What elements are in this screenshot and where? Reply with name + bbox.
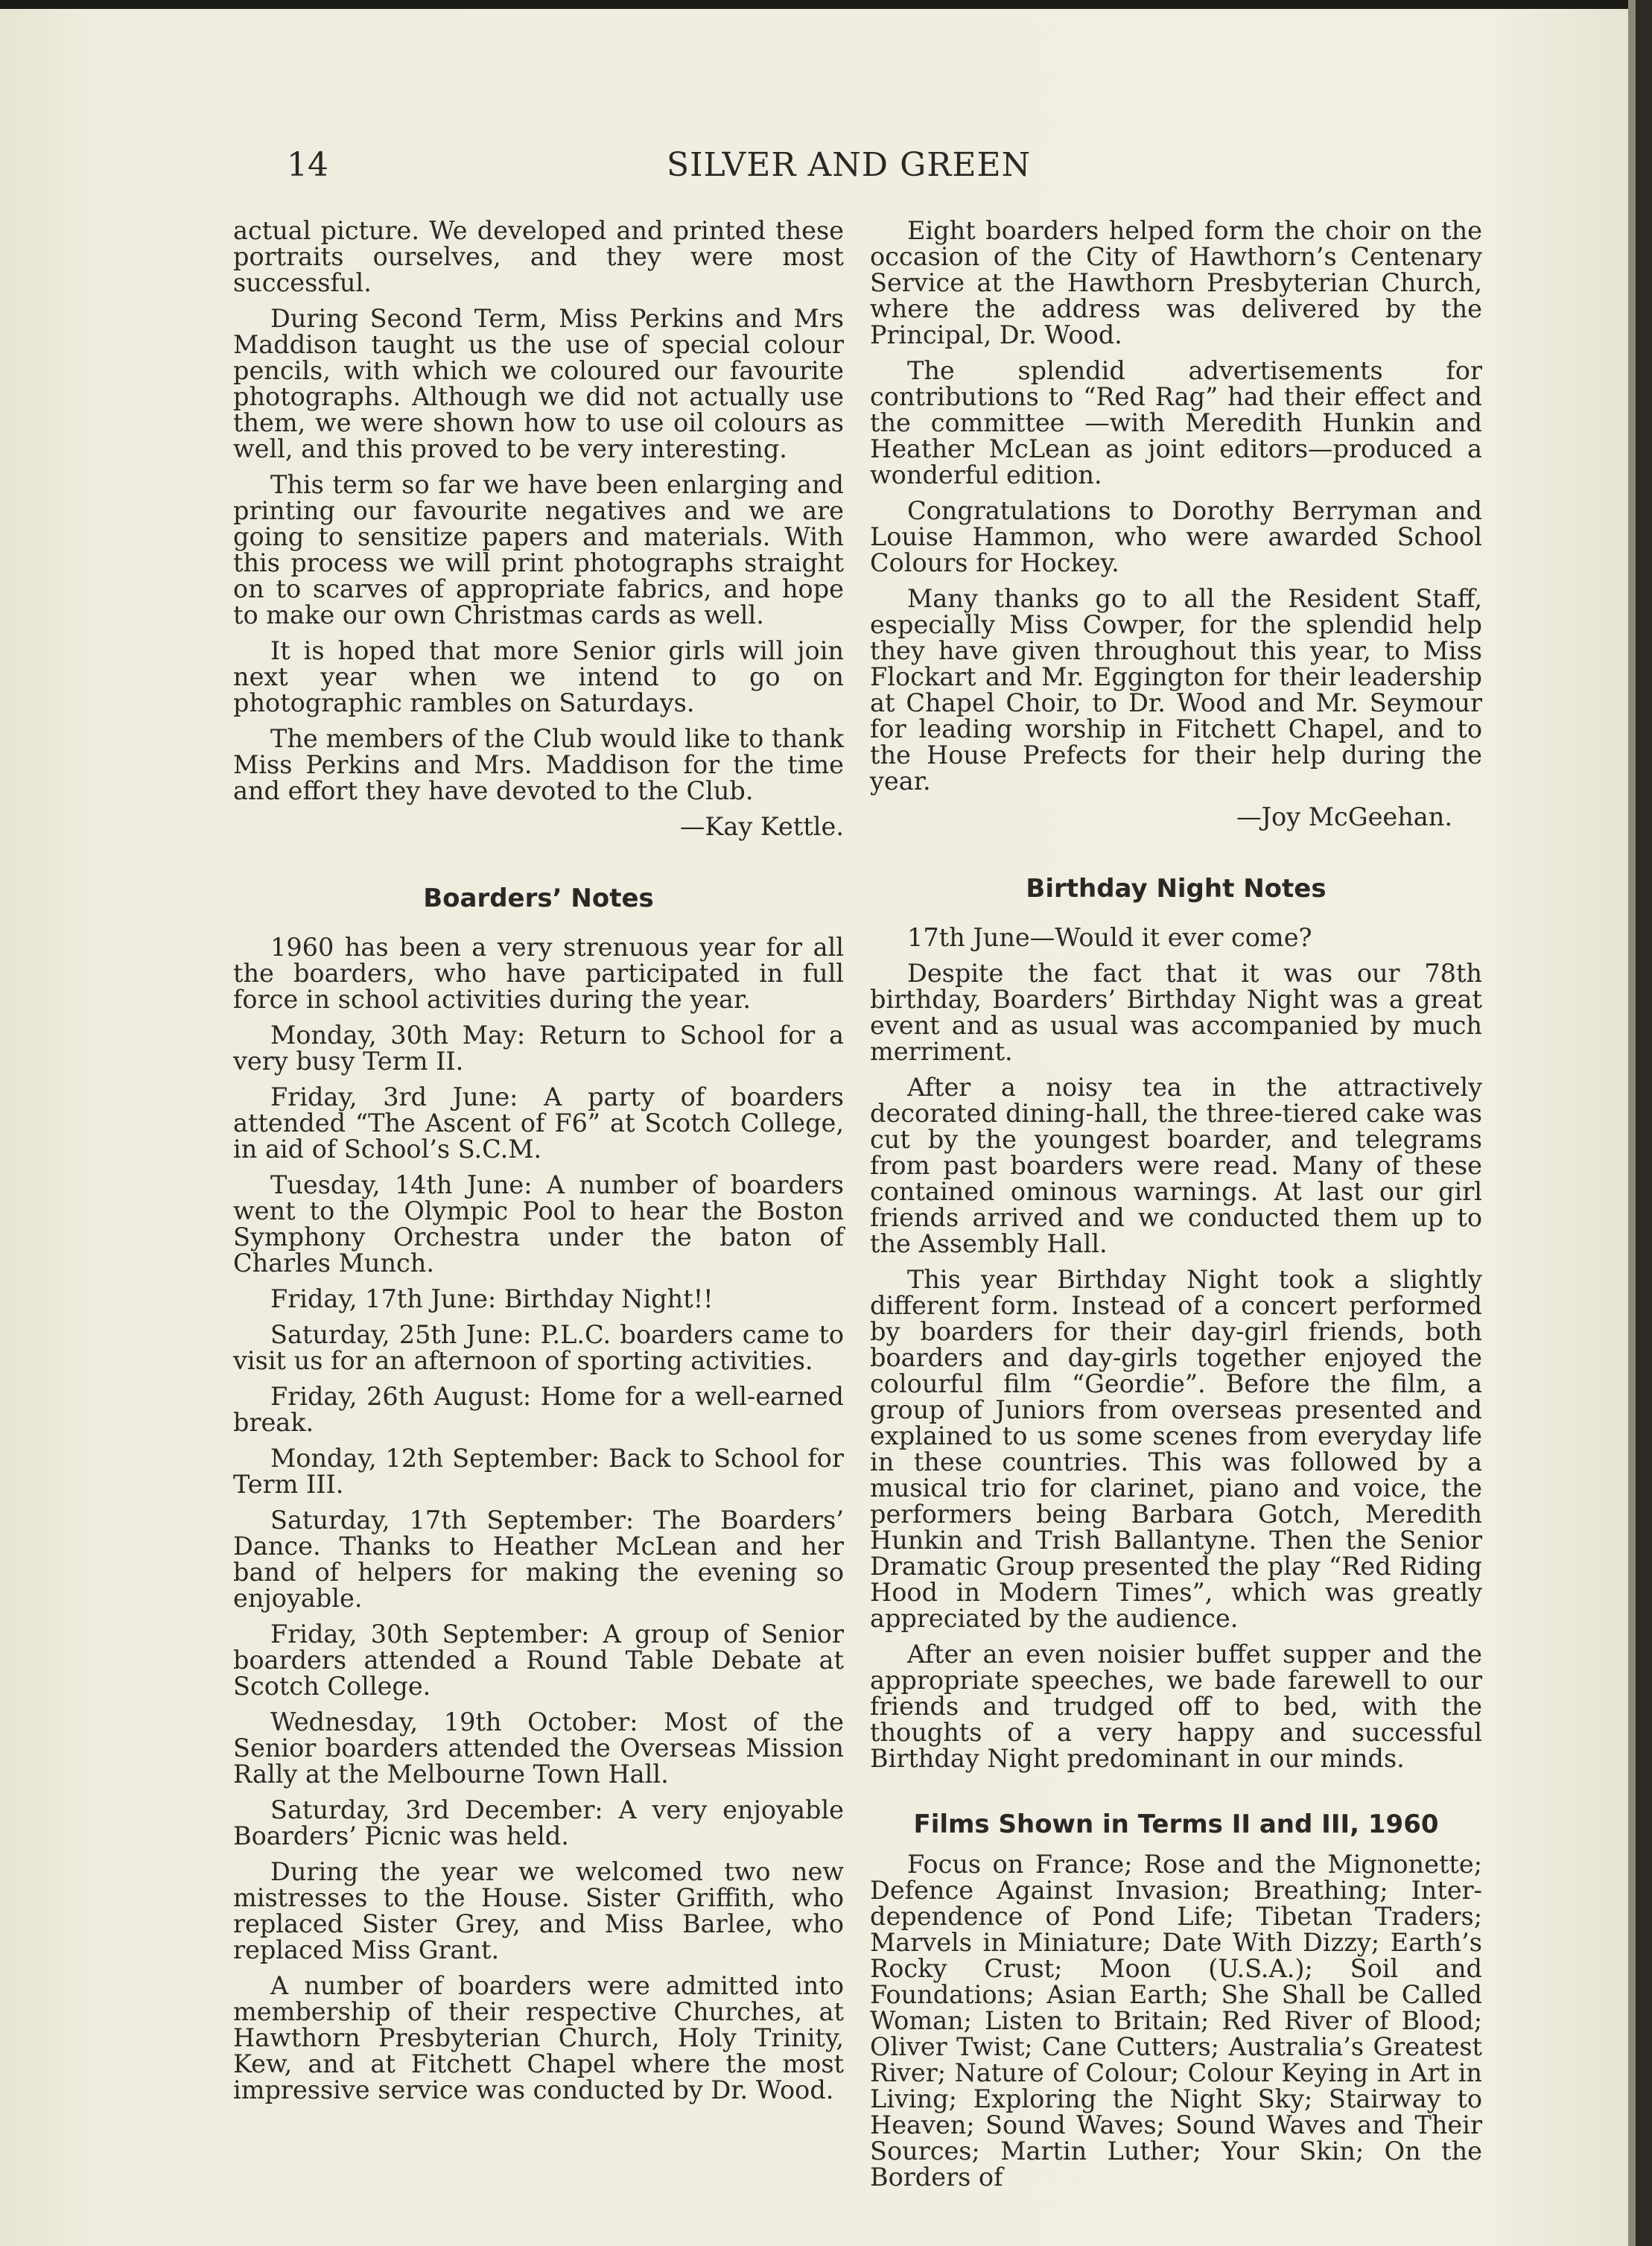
films-heading: Films Shown in Terms II and III, 1960	[913, 1809, 1439, 1839]
boarders-paragraph: Saturday, 17th September: The Boarders’ Dance. Thanks to Heather McLean and her band of helpers for making the evening so enjoyable.	[233, 1506, 844, 1613]
birthday-paragraph: After a noisy tea in the attractively decorated dining-hall, the three-tiered cake was cut by the youngest boarder, and telegrams from past boarders were read. Many of these contained ominous warnings. At last our girl friends arrived and we conducted them up to the Assembly Hall.	[870, 1073, 1482, 1258]
birthday-paragraph: 17th June—Would it ever come?	[907, 923, 1312, 952]
boarders-cont-paragraph: Eight boarders helped form the choir on the occasion of the City of Hawthorn’s Centenary Service at the Hawthorn Presbyterian Church, where the address was delivered by the Principal, Dr. Wood.	[870, 216, 1482, 349]
club-paragraph: actual picture. We developed and printed these portraits ourselves, and they were most successful.	[233, 216, 844, 297]
right-column	[870, 218, 1482, 2200]
boarders-notes-heading: Boarders’ Notes	[423, 884, 654, 913]
birthday-paragraph: After an even noisier buffet supper and the appropriate speeches, we bade farewell to our friends and trudged off to bed, with the thoughts of a very happy and successful Birthday Night predominant in our minds.	[870, 1640, 1482, 1773]
boarders-paragraph: Saturday, 25th June: P.L.C. boarders came to visit us for an afternoon of sporting activities.	[233, 1320, 844, 1375]
boarders-paragraph: Monday, 30th May: Return to School for a very busy Term II.	[233, 1021, 844, 1076]
club-paragraph: It is hoped that more Senior girls will join next year when we intend to go on photographic rambles on Saturdays.	[233, 636, 844, 717]
scan-top-edge	[0, 0, 1652, 9]
left-column	[233, 218, 844, 2113]
boarders-paragraph: Saturday, 3rd December: A very enjoyable Boarders’ Picnic was held.	[233, 1795, 844, 1850]
boarders-paragraph: Monday, 12th September: Back to School for Term III.	[233, 1444, 844, 1499]
running-title: SILVER AND GREEN	[667, 146, 1032, 184]
boarders-paragraph: Friday, 30th September: A group of Senior boarders attended a Round Table Debate at Scotch College.	[233, 1620, 844, 1701]
boarders-paragraph: Friday, 3rd June: A party of boarders attended “The Ascent of F6” at Scotch College, in aid of School’s S.C.M.	[233, 1082, 844, 1164]
page-number: 14	[287, 146, 328, 184]
club-paragraph: This term so far we have been enlarging and printing our favourite negatives and we are going to sensitize papers and materials. With this process we will print photographs straight on to scarves of appropriate fabrics, and hope to make our own Christmas cards as well.	[233, 470, 844, 629]
boarders-paragraph: 1960 has been a very strenuous year for all the boarders, who have participated in full force in school activities during the year.	[233, 933, 844, 1014]
scan-page-shadow	[1628, 0, 1636, 2246]
boarders-signature: —Joy McGeehan.	[1236, 802, 1452, 831]
birthday-night-heading: Birthday Night Notes	[1026, 874, 1327, 904]
boarders-paragraph: Friday, 26th August: Home for a well-earned break.	[233, 1382, 844, 1437]
boarders-paragraph: Tuesday, 14th June: A number of boarders went to the Olympic Pool to hear the Boston Symphony Orchestra under the baton of Charles Munch.	[233, 1170, 844, 1278]
films-paragraph: Focus on France; Rose and the Mignonette; Defence Against Invasion; Breathing; Inter-dependence of Pond Life; Tibetan Traders; Marvels in Miniature; Date With Dizzy; Earth’s Rocky Crust; Moon (U.S.A.); Soil and Foundations; Asian Earth; She Shall be Called Woman; Listen to Britain; Red River of Blood; Oliver Twist; Cane Cutters; Australia’s Greatest River; Nature of Colour; Colour Keying in Art in Living; Exploring the Night Sky; Stairway to Heaven; Sound Waves; Sound Waves and Their Sources; Martin Luther; Your Skin; On the Borders of	[870, 1850, 1482, 2192]
boarders-paragraph: A number of boarders were admitted into membership of their respective Churches, at Hawthorn Presbyterian Church, Holy Trinity, Kew, and at Fitchett Chapel where the most impressive service was conducted by Dr. Wood.	[233, 1971, 844, 2104]
birthday-paragraph: This year Birthday Night took a slightly different form. Instead of a concert performed by boarders for their day-girl friends, both boarders and day-girls together enjoyed the colourful film “Geordie”. Before the film, a group of Juniors from overseas presented and explained to us some scenes from everyday life in these countries. This was followed by a musical trio for clarinet, piano and voice, the performers being Barbara Gotch, Meredith Hunkin and Trish Ballantyne. Then the Senior Dramatic Group presented the play “Red Riding Hood in Modern Times”, which was greatly appreciated by the audience.	[870, 1265, 1482, 1633]
boarders-paragraph: Wednesday, 19th October: Most of the Senior boarders attended the Overseas Mission Rally at the Melbourne Town Hall.	[233, 1707, 844, 1789]
birthday-paragraph: Despite the fact that it was our 78th birthday, Boarders’ Birthday Night was a great event and as usual was accompanied by much merriment.	[870, 959, 1482, 1066]
club-signature: —Kay Kettle.	[679, 812, 844, 841]
club-paragraph: The members of the Club would like to thank Miss Perkins and Mrs. Maddison for the time and effort they have devoted to the Club.	[233, 724, 844, 805]
boarders-cont-paragraph: Congratulations to Dorothy Berryman and Louise Hammon, who were awarded School Colours for Hockey.	[870, 496, 1482, 577]
scan-binding-edge	[1636, 0, 1652, 2246]
boarders-paragraph: Friday, 17th June: Birthday Night!!	[270, 1284, 714, 1313]
boarders-cont-paragraph: The splendid advertisements for contributions to “Red Rag” had their effect and the committee —with Meredith Hunkin and Heather McLean as joint editors—produced a wonderful edition.	[870, 356, 1482, 489]
boarders-cont-paragraph: Many thanks go to all the Resident Staff, especially Miss Cowper, for the splendid help they have given throughout this year, to Miss Flockart and Mr. Eggington for their leadership at Chapel Choir, to Dr. Wood and Mr. Seymour for leading worship in Fitchett Chapel, and to the House Prefects for their help during the year.	[870, 584, 1482, 796]
boarders-paragraph: During the year we welcomed two new mistresses to the House. Sister Griffith, who replaced Sister Grey, and Miss Barlee, who replaced Miss Grant.	[233, 1857, 844, 1964]
club-paragraph: During Second Term, Miss Perkins and Mrs Maddison taught us the use of special colour pencils, with which we coloured our favourite photographs. Although we did not actually use them, we were shown how to use oil colours as well, and this proved to be very interesting.	[233, 304, 844, 463]
